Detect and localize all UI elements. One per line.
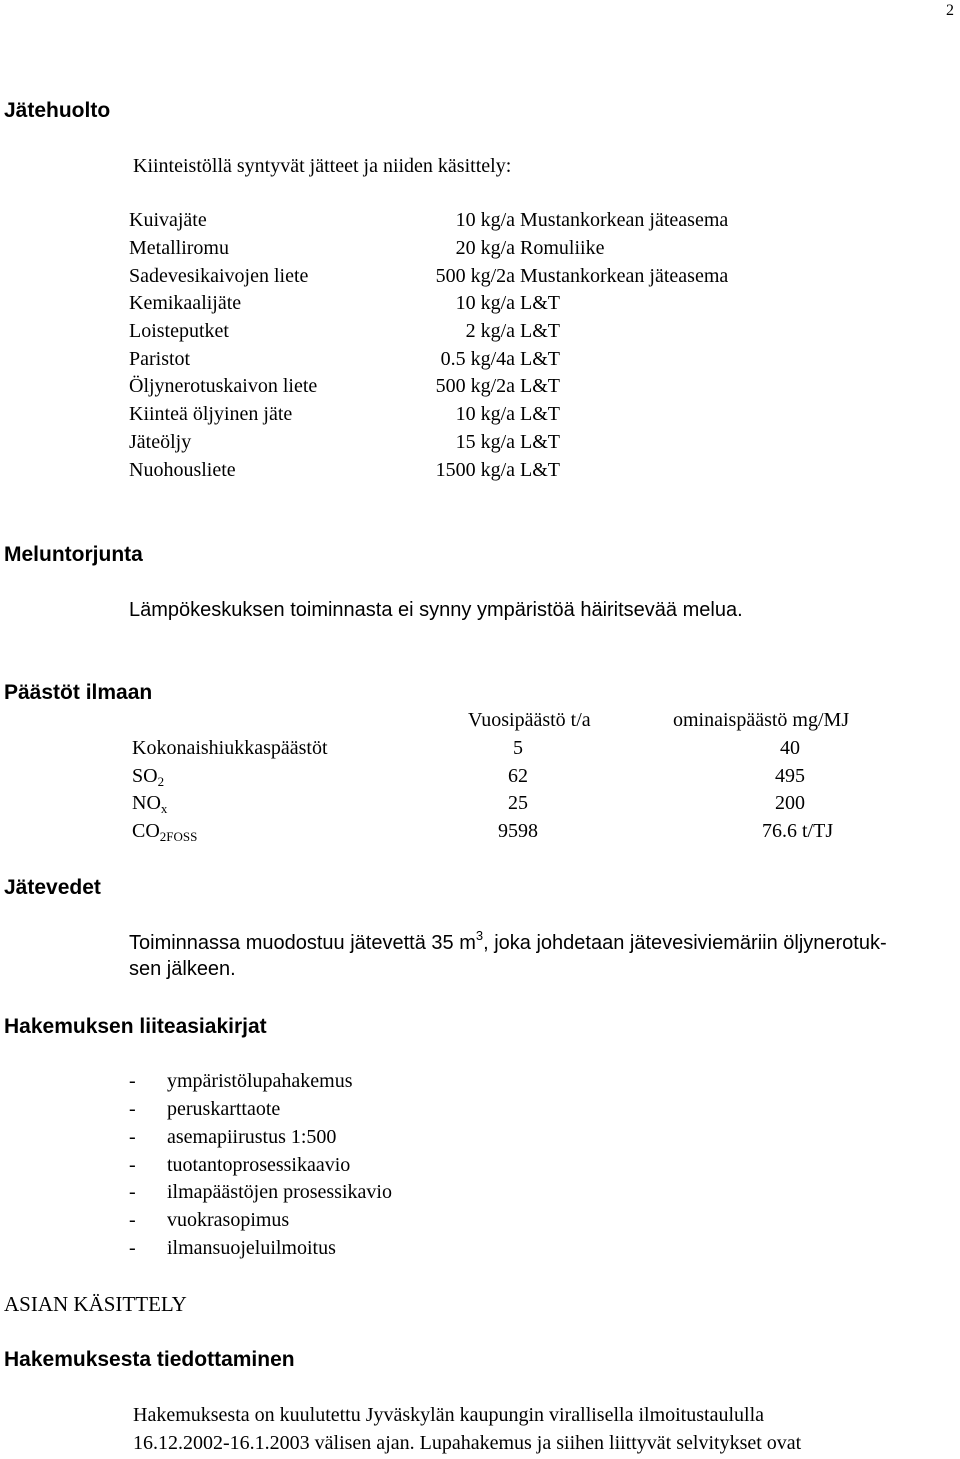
waste-name: Kiinteä öljyinen jäte [129, 403, 293, 425]
wastewater-line-2: sen jälkeen. [129, 958, 236, 980]
emission-annual: 9598 [498, 820, 538, 842]
waste-name: Metalliromu [129, 237, 229, 259]
emission-annual: 62 [508, 765, 528, 787]
emissions-heading: Päästöt ilmaan [4, 681, 153, 704]
waste-name: Öljynerotuskaivon liete [129, 375, 318, 397]
emission-annual: 25 [508, 792, 528, 814]
wastewater-line-1: Toiminnassa muodostuu jätevettä 35 $m^3$, joka johdetaan jätevesiviemäriin öljynerotuk- [129, 928, 887, 954]
emission-annual: 5 [513, 737, 523, 759]
waste-amount: 2 kg/a [465, 320, 515, 342]
list-item: tuotantoprosessikaavio [167, 1154, 351, 1176]
waste-destination: Mustankorkean jäteasema [520, 209, 729, 231]
emission-specific: 200 [775, 792, 805, 814]
waste-name: Nuohousliete [129, 459, 236, 481]
waste-destination: Romuliike [520, 237, 605, 259]
waste-name: Kemikaalijäte [129, 292, 242, 314]
list-bullet: - [129, 1098, 136, 1120]
case-heading: ASIAN KÄSITTELY [4, 1292, 187, 1316]
waste-destination: L&T [520, 320, 560, 342]
noise-text: Lämpökeskuksen toiminnasta ei synny ympäristöä häiritsevää melua. [129, 599, 743, 621]
emission-name: $CO_{2FOSS}$ [132, 820, 198, 844]
emissions-col-annual: Vuosipäästö t/a [468, 709, 591, 731]
list-bullet: - [129, 1209, 136, 1231]
waste-amount: 0.5 kg/4a [440, 348, 515, 370]
waste-heading: Jätehuolto [4, 99, 111, 122]
emission-name: $SO_2$ [132, 765, 165, 789]
list-item: ilmansuojeluilmoitus [167, 1237, 336, 1259]
waste-name: Kuivajäte [129, 209, 207, 231]
list-item: ilmapäästöjen prosessikavio [167, 1181, 392, 1203]
waste-amount: 1500 kg/a [435, 459, 515, 481]
notice-line-1: Hakemuksesta on kuulutettu Jyväskylän kaupungin virallisella ilmoitustaululla [133, 1404, 765, 1426]
emission-specific: 76.6 t/TJ [762, 820, 834, 842]
waste-destination: L&T [520, 348, 560, 370]
waste-name: Paristot [129, 348, 191, 370]
page-number: 2 [946, 2, 954, 19]
waste-destination: Mustankorkean jäteasema [520, 265, 729, 287]
waste-amount: 20 kg/a [455, 237, 515, 259]
waste-amount: 500 kg/2a [435, 265, 515, 287]
emission-name: $NO_x$ [132, 792, 168, 816]
list-bullet: - [129, 1181, 136, 1203]
waste-destination: L&T [520, 459, 560, 481]
noise-heading: Meluntorjunta [4, 543, 143, 566]
list-bullet: - [129, 1126, 136, 1148]
notice-heading: Hakemuksesta tiedottaminen [4, 1348, 295, 1371]
list-bullet: - [129, 1070, 136, 1092]
waste-destination: L&T [520, 375, 560, 397]
waste-destination: L&T [520, 431, 560, 453]
emissions-col-specific: ominaispäästö mg/MJ [673, 709, 850, 731]
waste-amount: 500 kg/2a [435, 375, 515, 397]
waste-destination: L&T [520, 403, 560, 425]
list-item: vuokrasopimus [167, 1209, 290, 1231]
waste-amount: 10 kg/a [455, 209, 515, 231]
waste-destination: L&T [520, 292, 560, 314]
notice-line-2: 16.12.2002-16.1.2003 välisen ajan. Lupahakemus ja siihen liittyvät selvitykset ovat [133, 1432, 802, 1454]
list-bullet: - [129, 1237, 136, 1259]
waste-amount: 10 kg/a [455, 292, 515, 314]
waste-name: Loisteputket [129, 320, 229, 342]
emission-specific: 40 [780, 737, 800, 759]
emission-specific: 495 [775, 765, 805, 787]
waste-name: Sadevesikaivojen liete [129, 265, 309, 287]
list-item: ympäristölupahakemus [167, 1070, 353, 1092]
list-item: asemapiirustus 1:500 [167, 1126, 337, 1148]
list-item: peruskarttaote [167, 1098, 281, 1120]
list-bullet: - [129, 1154, 136, 1176]
waste-name: Jäteöljy [129, 431, 192, 453]
waste-amount: 10 kg/a [455, 403, 515, 425]
attachments-heading: Hakemuksen liiteasiakirjat [4, 1015, 267, 1038]
waste-intro: Kiinteistöllä syntyvät jätteet ja niiden käsittely: [133, 155, 512, 177]
waste-amount: 15 kg/a [455, 431, 515, 453]
emission-name: Kokonaishiukkaspäästöt [132, 737, 328, 759]
wastewater-heading: Jätevedet [4, 876, 101, 899]
